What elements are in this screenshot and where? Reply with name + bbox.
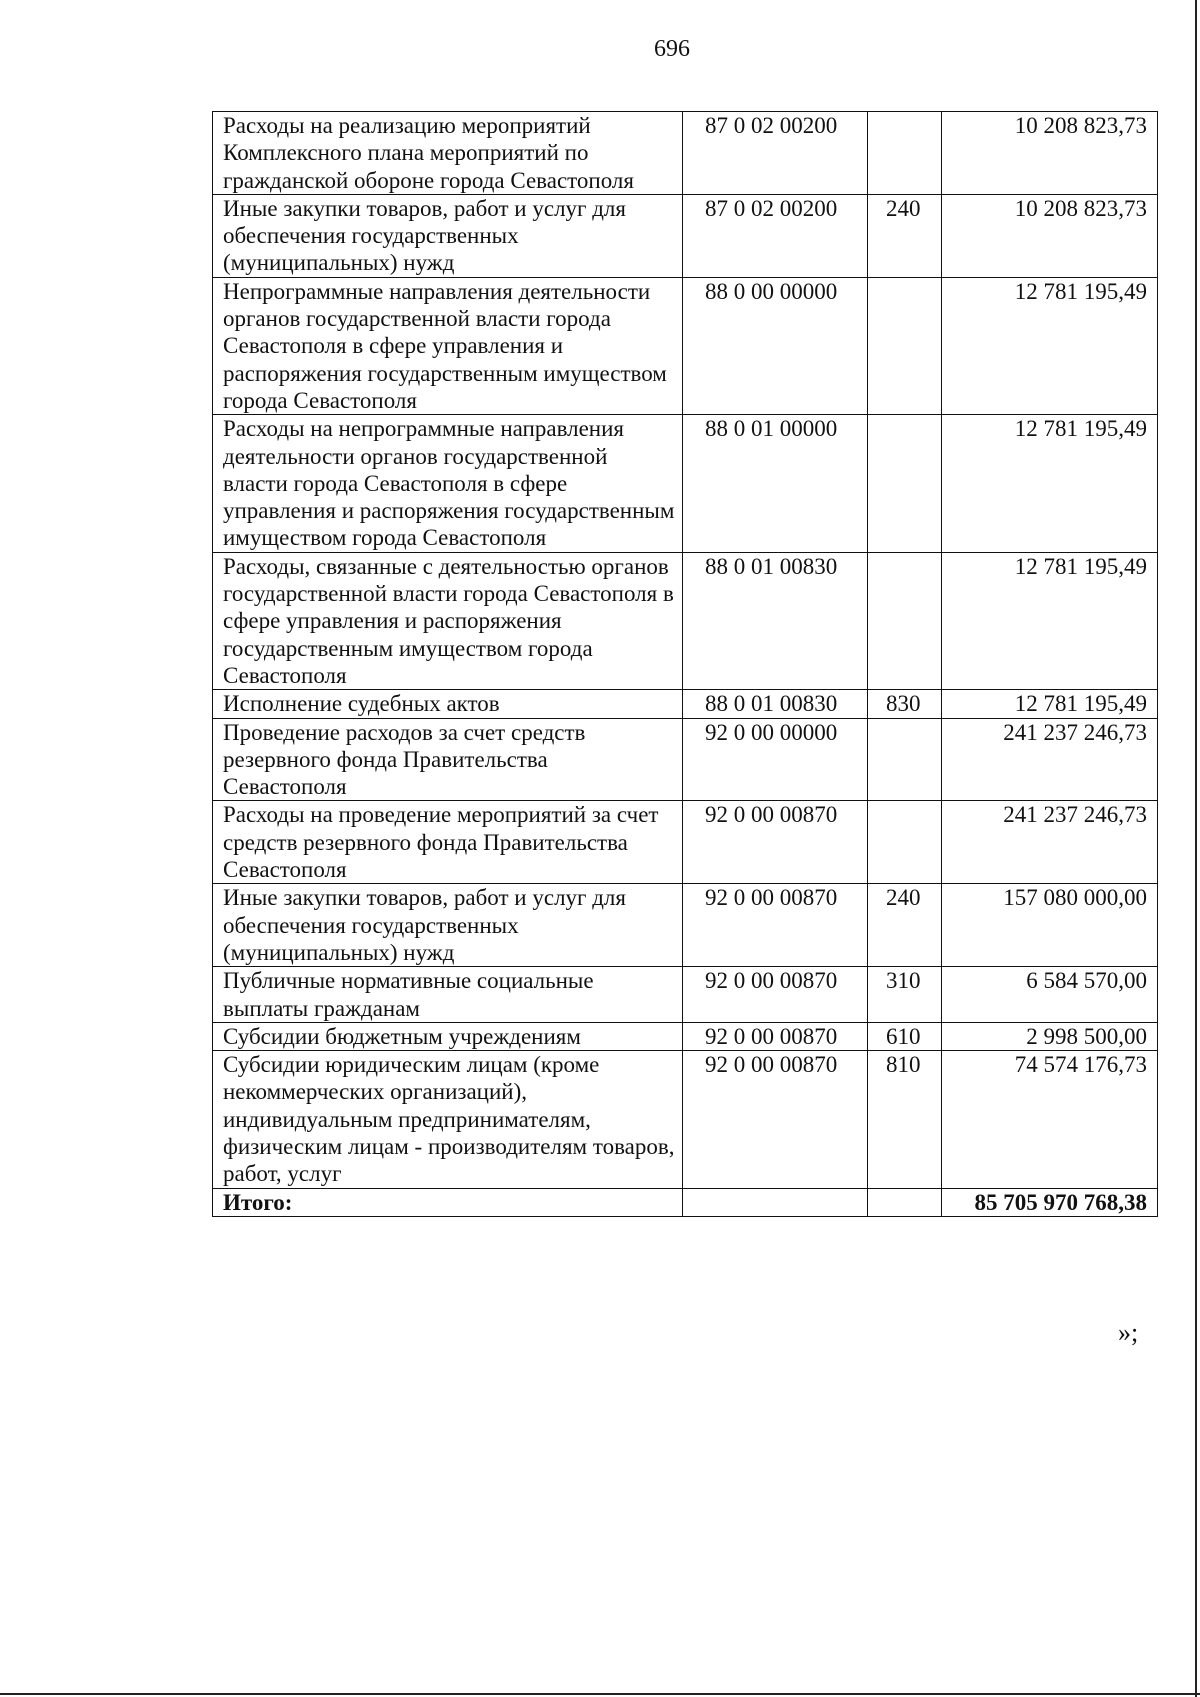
- row-name-cell: Субсидии бюджетным учреждениям: [213, 1022, 683, 1050]
- table-row: [213, 1022, 1158, 1050]
- row-code-cell: 92 0 00 00870: [683, 967, 868, 1023]
- page-number: 696: [654, 36, 690, 62]
- row-type-cell: 310: [868, 967, 942, 1023]
- row-name-cell: Непрограммные направления деятельности органов государственной власти города Севастополя в сфере управления и распоряжения государственным имуществом города Севастополя: [213, 277, 683, 414]
- row-name-cell: Проведение расходов за счет средств резервного фонда Правительства Севастополя: [213, 718, 683, 801]
- row-type-cell: 610: [868, 1022, 942, 1050]
- table-row: [213, 967, 1158, 1023]
- row-sum-cell: 2 998 500,00: [942, 1022, 1158, 1050]
- row-sum-cell: 12 781 195,49: [942, 277, 1158, 414]
- closing-quote-mark: »;: [1118, 1318, 1139, 1347]
- table-row: [213, 690, 1158, 718]
- row-code-cell: 92 0 00 00000: [683, 718, 868, 801]
- row-type-cell: [868, 277, 942, 414]
- row-sum-cell: 157 080 000,00: [942, 884, 1158, 967]
- row-name-cell: Публичные нормативные социальные выплаты гражданам: [213, 967, 683, 1023]
- row-type-cell: 240: [868, 194, 942, 277]
- row-sum-cell: 6 584 570,00: [942, 967, 1158, 1023]
- total-type-cell: [868, 1188, 942, 1216]
- row-code-cell: 88 0 00 00000: [683, 277, 868, 414]
- row-code-cell: 87 0 02 00200: [683, 194, 868, 277]
- row-code-cell: 87 0 02 00200: [683, 112, 868, 195]
- row-code-cell: 88 0 01 00000: [683, 415, 868, 552]
- row-type-cell: 240: [868, 884, 942, 967]
- row-sum-cell: 241 237 246,73: [942, 801, 1158, 884]
- row-sum-cell: 12 781 195,49: [942, 415, 1158, 552]
- row-sum-cell: 241 237 246,73: [942, 718, 1158, 801]
- total-label: Итого:: [213, 1188, 683, 1216]
- table-row: [213, 801, 1158, 884]
- row-type-cell: [868, 415, 942, 552]
- table-row: [213, 1051, 1158, 1188]
- row-sum-cell: 10 208 823,73: [942, 194, 1158, 277]
- row-code-cell: 92 0 00 00870: [683, 1051, 868, 1188]
- row-sum-cell: 10 208 823,73: [942, 112, 1158, 195]
- row-name-cell: Расходы на непрограммные направления деятельности органов государственной власти города Севастополя в сфере управления и распоряжения государственным имуществом города Севастополя: [213, 415, 683, 552]
- table-row: [213, 112, 1158, 195]
- row-type-cell: [868, 718, 942, 801]
- row-type-cell: [868, 112, 942, 195]
- row-code-cell: 92 0 00 00870: [683, 884, 868, 967]
- row-name-cell: Расходы, связанные с деятельностью органов государственной власти города Севастополя в сфере управления и распоряжения государственным имуществом города Севастополя: [213, 552, 683, 689]
- budget-table: [212, 111, 1158, 1217]
- row-code-cell: 88 0 01 00830: [683, 552, 868, 689]
- total-code-cell: [683, 1188, 868, 1216]
- row-type-cell: 830: [868, 690, 942, 718]
- row-name-cell: Исполнение судебных актов: [213, 690, 683, 718]
- row-code-cell: 88 0 01 00830: [683, 690, 868, 718]
- row-name-cell: Расходы на проведение мероприятий за счет средств резервного фонда Правительства Севастополя: [213, 801, 683, 884]
- row-type-cell: [868, 552, 942, 689]
- row-name-cell: Расходы на реализацию мероприятий Комплексного плана мероприятий по гражданской обороне города Севастополя: [213, 112, 683, 195]
- row-code-cell: 92 0 00 00870: [683, 801, 868, 884]
- table-row: [213, 552, 1158, 689]
- total-sum: 85 705 970 768,38: [942, 1188, 1158, 1216]
- row-name-cell: Иные закупки товаров, работ и услуг для обеспечения государственных (муниципальных) нужд: [213, 884, 683, 967]
- row-code-cell: 92 0 00 00870: [683, 1022, 868, 1050]
- table-row: [213, 884, 1158, 967]
- table-row: [213, 194, 1158, 277]
- row-sum-cell: 74 574 176,73: [942, 1051, 1158, 1188]
- table-row: [213, 277, 1158, 414]
- row-type-cell: [868, 801, 942, 884]
- row-sum-cell: 12 781 195,49: [942, 552, 1158, 689]
- table-row: [213, 718, 1158, 801]
- page-frame-right-edge: [1195, 0, 1197, 1697]
- row-sum-cell: 12 781 195,49: [942, 690, 1158, 718]
- table-row: [213, 415, 1158, 552]
- row-type-cell: 810: [868, 1051, 942, 1188]
- row-name-cell: Субсидии юридическим лицам (кроме некоммерческих организаций), индивидуальным предпринимателям, физическим лицам - производителям товаров, работ, услуг: [213, 1051, 683, 1188]
- page-frame-bottom-edge: [0, 1693, 1200, 1695]
- row-name-cell: Иные закупки товаров, работ и услуг для обеспечения государственных (муниципальных) нужд: [213, 194, 683, 277]
- total-row: [213, 1188, 1158, 1216]
